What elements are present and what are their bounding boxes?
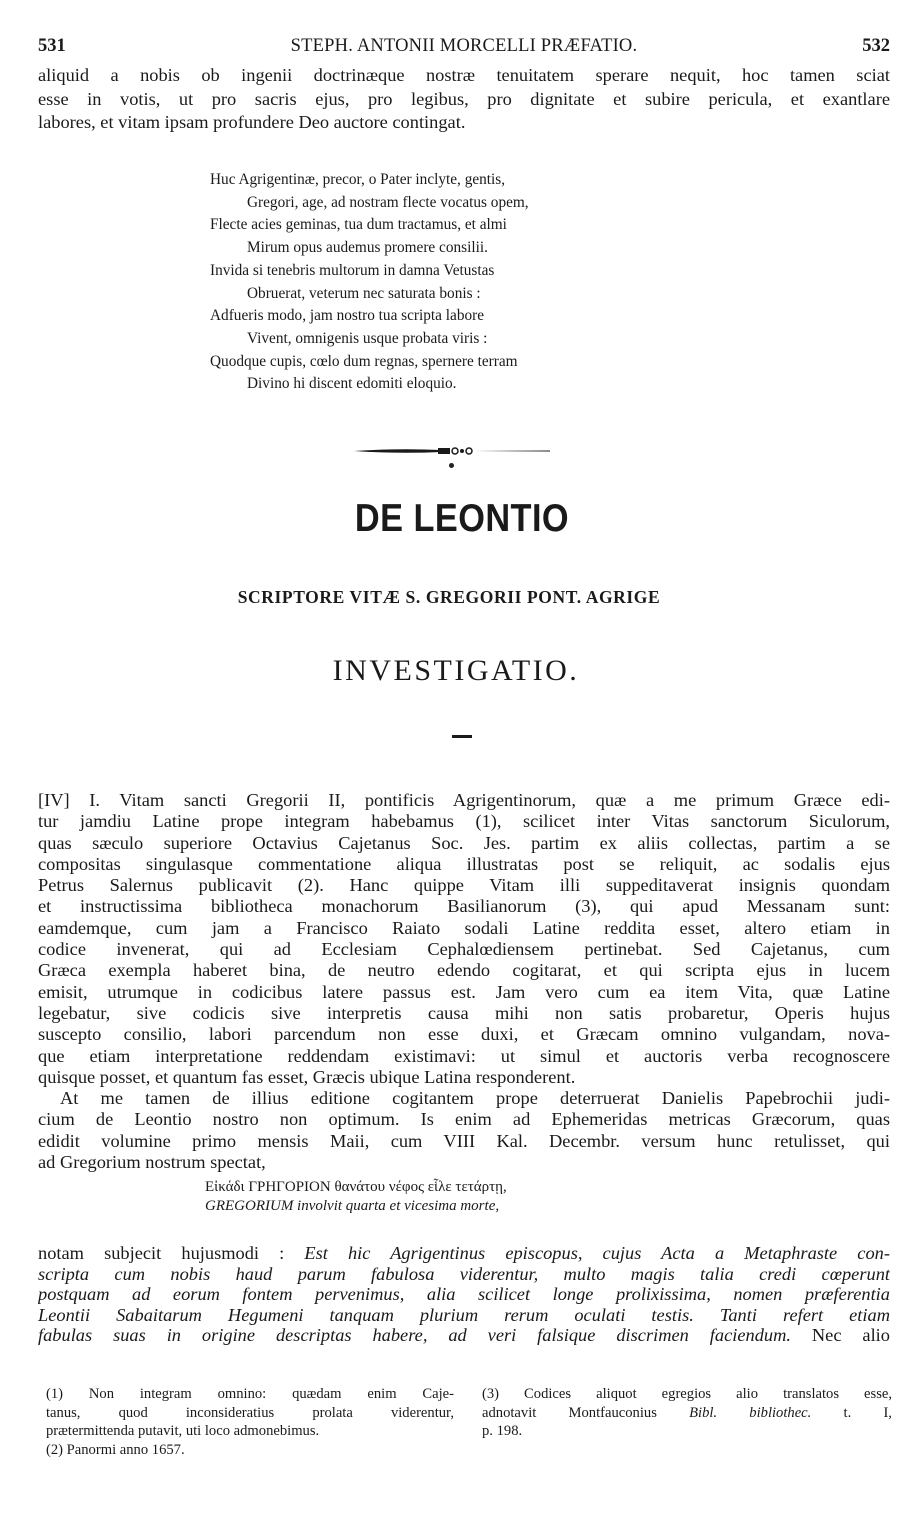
verse-line: Divino hi discent edomiti eloquio. [247,375,457,393]
section-subtitle: SCRIPTORE VITÆ S. GREGORII PONT. AGRIGE [237,587,661,607]
text-line: postquam ad eorum fontem pervenimus, alia scilicet longe prolixissima, nomen præferentia [38,1284,890,1305]
text-line: Leontii Sabaitarum Hegumeni tanquam plurium rerum oculati testis. Tanti refert etiam [38,1304,890,1325]
footnote-line: tanus, quod inconsideratius prolata viderentur, [46,1404,454,1421]
text-line: et instructissima bibliotheca monachorum Basilianorum (3), qui apud Messanam sunt: [38,896,890,917]
footnotes-right [482,1385,892,1441]
text-line: quas sæculo superiore Octavius Cajetanus Soc. Jes. partim ex aliis collectas, partim a se [38,832,890,853]
text-span: Nec alio [811,1325,890,1346]
footnote-line: (2) Panormi anno 1657. [46,1441,185,1458]
text-line: Petrus Salernus publicavit (2). Hanc quippe Vitam illi suppeditaverat insignis quondam [38,875,890,896]
dedicatory-verses [210,169,650,396]
separator-dash [452,735,472,738]
section-title: DE LEONTIO [354,497,570,540]
section-heading: INVESTIGATIO. [332,654,580,687]
text-line: tur jamdiu Latine prope integram habebamus (1), scilicet inter Vitas sanctorum Siculorum, [38,811,890,832]
verse-line: Invida si tenebris multorum in damna Vetustas [210,261,495,279]
footnote-line: (1) Non integram omnino: quædam enim Caje- [46,1386,454,1402]
text-line: legebatur, sive codicis sive interpretis causa mihi non satis probaretur, Operis hujus [38,1002,890,1023]
text-span: t. I, [843,1404,892,1421]
text-line: ad Gregorium nostrum spectat, [38,1152,266,1173]
ornamental-divider-icon [352,444,552,458]
text-line: Græca exempla haberet bina, de neutro edendo cogitarat, et qui scripta ejus in lucem [38,960,890,981]
text-line: suscepto consilio, labori parcendum non esse duxi, et Græcam omnino vulgandam, nova- [38,1024,890,1045]
footnote-line [482,1404,892,1423]
footnote-line: (3) Codices aliquot egregios alio translatos esse, [482,1386,892,1402]
ornament-dot [449,463,454,468]
text-line: labores, et vitam ipsam profundere Deo auctore contingat. [38,112,466,132]
citation-italic: Est hic Agrigentinus episcopus, cujus Acta a Metaphraste con- [304,1243,890,1263]
text-line: At me tamen de illius editione cogitantem prope deterruerat Danielis Papebrochii judi- [60,1088,890,1109]
footnote-line: p. 198. [482,1423,523,1439]
text-span: adnotavit Montfauconius [482,1404,657,1421]
text-line: [IV] I. Vitam sancti Gregorii II, pontificis Agrigentinorum, quæ a me primum Græce edi- [38,790,890,810]
main-text-continued [38,1243,890,1346]
verse-line: Huc Agrigentinæ, precor, o Pater inclyte, gentis, [210,171,506,188]
main-text [38,790,890,1173]
text-line: aliquid a nobis ob ingenii doctrinæque nostræ tenuitatem sperare nequit, hoc tamen sciat [38,65,890,85]
footnotes-left [46,1385,454,1459]
text-line: emisit, utrumque in codicibus latere passus est. Jam vero cum ea item Vita, quæ Latine [38,981,890,1002]
text-line: que etiam interpretatione reddendam existimavi: ut simul et auctoris verba recognoscere [38,1045,890,1066]
verse-line: Gregori, age, ad nostram flecte vocatus opem, [247,193,529,211]
verse-line: Mirum opus audemus promere consilii. [247,239,488,257]
latin-verse-line: GREGORIUM involvit quarta et vicesima morte, [205,1198,500,1214]
citation-italic: fabulas suas in origine descriptas habere, ad veri falsique discrimen faciendum. [38,1325,791,1346]
continued-paragraph [38,64,890,135]
text-line [38,1325,890,1346]
verse-line: Obruerat, veterum nec saturata bonis : [247,284,481,302]
text-line: cium de Leontio nostro non optimum. Is enim ad Ephemeridas metricas Græcorum, quas [38,1109,890,1130]
running-header [38,36,890,60]
citation-italic: Bibl. bibliothec. [689,1404,812,1421]
text-line: edidit volumine primo mensis Maii, cum VIII Kal. Decembr. versum hunc retulisset, qui [38,1130,890,1151]
running-title: STEPH. ANTONII MORCELLI PRÆFATIO. [290,36,638,56]
text-line [38,1243,890,1264]
verse-line: Vivent, omnigenis usque probata viris : [247,329,488,347]
verse-line: Flecte acies geminas, tua dum tractamus, et almi [210,216,507,234]
page-number-right: 532 [862,36,890,56]
page-number-left: 531 [38,36,66,56]
text-line: codice invenerat, qui ad Ecclesiam Cephalœdiensem pertinebat. Sed Cajetanus, cum [38,939,890,960]
quoted-verse [205,1178,507,1216]
text-span: notam subjecit hujusmodi : [38,1243,285,1263]
footnote-line: prætermittenda putavit, uti loco admonebimus. [46,1423,320,1439]
text-line: compositas singulasque commentatione aliqua illustratas post se reliquit, ac sodalis ejus [38,853,890,874]
text-line: esse in votis, ut pro sacris ejus, pro legibus, pro dignitate et subire pericula, et exantlare [38,88,890,109]
text-line: eamdemque, cum jam a Francisco Raiato sodali Latine reddita esset, altero etiam in [38,917,890,938]
text-line: quisque posset, et quantum fas esset, Græcis ubique Latina responderent. [38,1066,576,1087]
verse-line: Quodque cupis, cœlo dum regnas, spernere terram [210,352,518,370]
verse-line: Adfueris modo, jam nostro tua scripta labore [210,307,484,325]
text-line: scripta cum nobis haud parum fabulosa viderentur, multo magis talia credi cœperunt [38,1263,890,1284]
greek-verse-line: Εἰκάδι ΓΡΗΓΟΡΙΟΝ θανάτου νέφος εἷλε τετάρτῃ, [205,1179,507,1195]
